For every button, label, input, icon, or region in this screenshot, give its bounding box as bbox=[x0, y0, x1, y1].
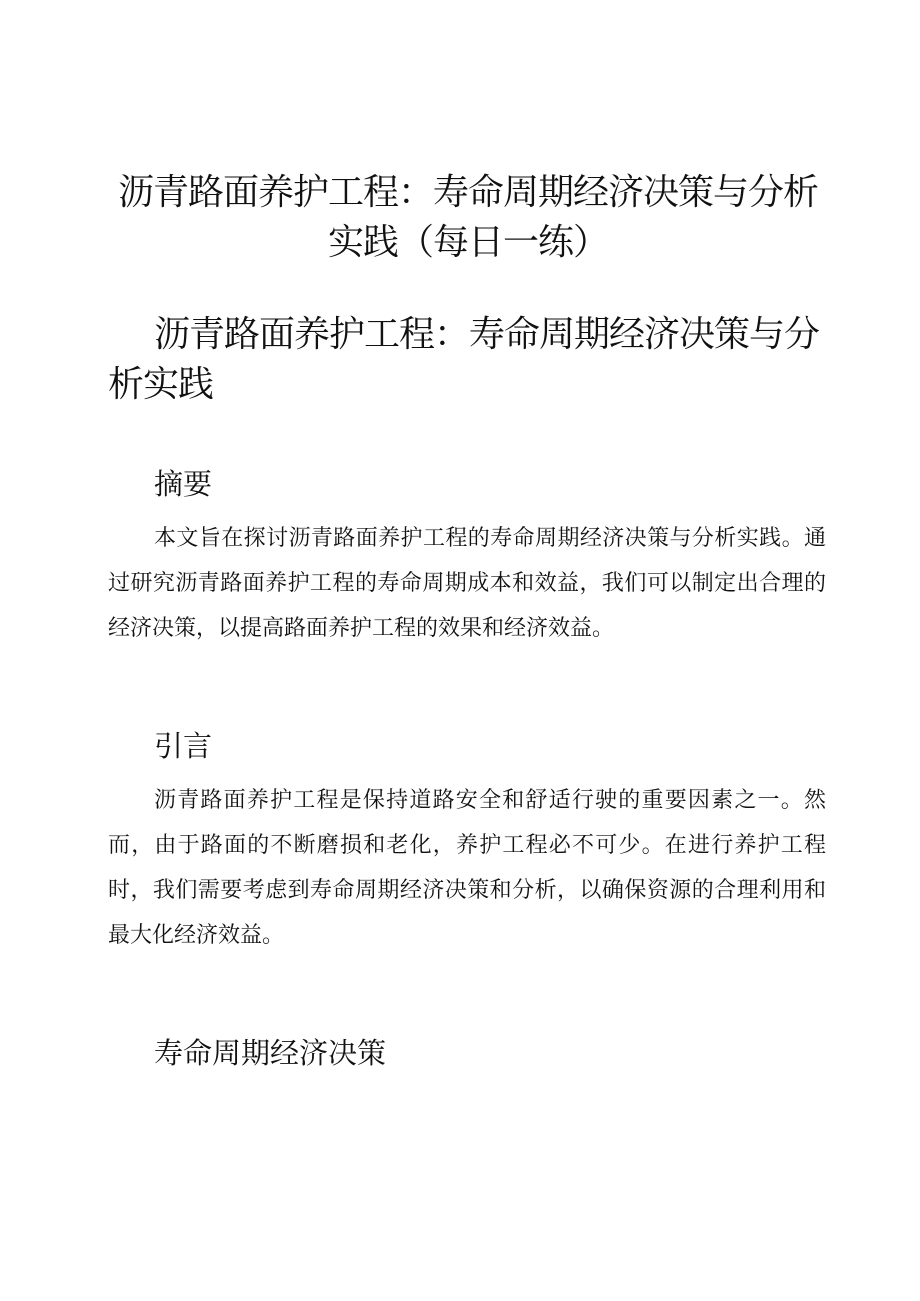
section-heading-abstract: 摘要 bbox=[154, 467, 213, 501]
section-paragraph-introduction: 沥青路面养护工程是保持道路安全和舒适行驶的重要因素之一。然而，由于路面的不断磨损和老化，养护工程必不可少。在进行养护工程时，我们需要考虑到寿命周期经济决策和分析，以确保资源的合理利用和最大化经济效益。 bbox=[108, 788, 826, 948]
section-heading-lifecycle-decision: 寿命周期经济决策 bbox=[154, 1036, 387, 1070]
section-paragraph-abstract: 本文旨在探讨沥青路面养护工程的寿命周期经济决策与分析实践。通过研究沥青路面养护工程的寿命周期成本和效益，我们可以制定出合理的经济决策，以提高路面养护工程的效果和经济效益。 bbox=[108, 526, 826, 641]
document-title: 沥青路面养护工程：寿命周期经济决策与分析实践（每日一练） bbox=[117, 172, 818, 263]
document-subtitle: 沥青路面养护工程：寿命周期经济决策与分析实践 bbox=[108, 314, 820, 405]
section-heading-introduction: 引言 bbox=[154, 729, 213, 763]
